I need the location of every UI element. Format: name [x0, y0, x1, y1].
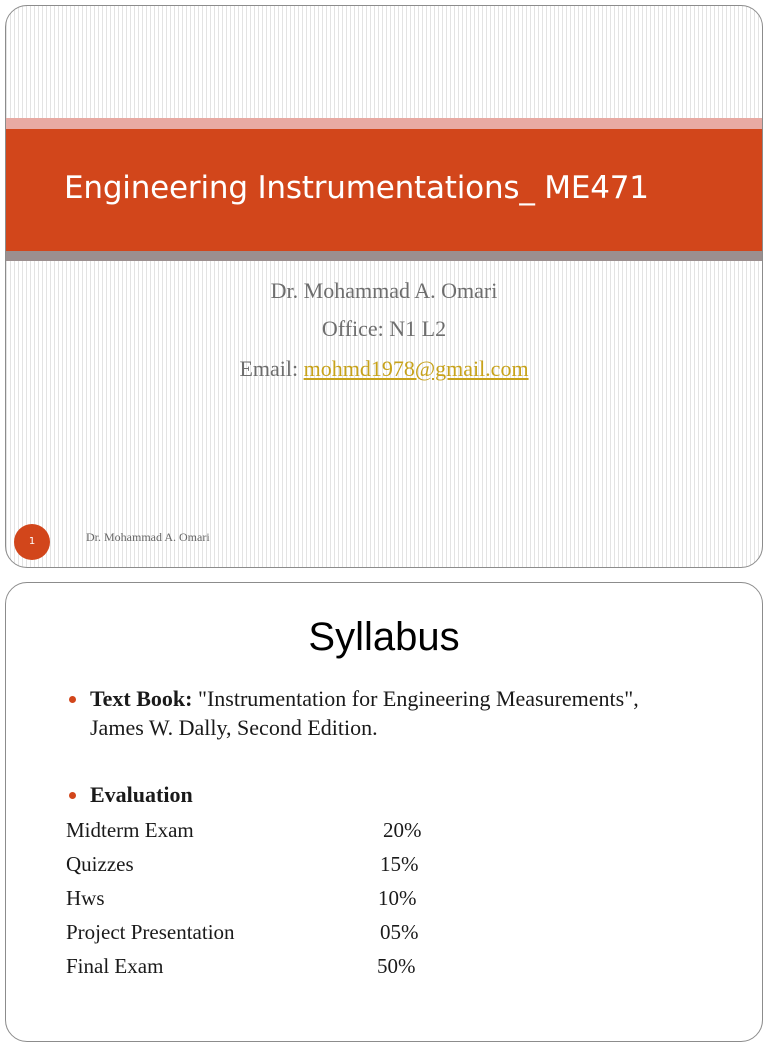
- textbook-line-1: [90, 686, 639, 712]
- slide-footer: Dr. Mohammad A. Omari: [86, 530, 210, 544]
- evaluation-weight: 05%: [380, 920, 419, 944]
- bullet-icon: [69, 696, 76, 703]
- title-bottom-strip: [6, 251, 762, 261]
- evaluation-item: Hws: [66, 886, 105, 910]
- syllabus-slide: [5, 582, 763, 1042]
- evaluation-weight: 50%: [377, 954, 416, 978]
- slide-number-badge: 1: [14, 524, 50, 560]
- slide-title: Engineering Instrumentations_ ME471: [64, 170, 649, 206]
- bullet-icon: [69, 792, 76, 799]
- title-top-strip: [6, 118, 762, 129]
- evaluation-item: Quizzes: [66, 852, 134, 876]
- evaluation-weight: 10%: [378, 886, 417, 910]
- textbook-label: Text Book:: [90, 686, 193, 711]
- evaluation-label: Evaluation: [90, 782, 193, 807]
- textbook-line-2: James W. Dally, Second Edition.: [90, 715, 378, 740]
- office-info: Office: N1 L2: [321, 316, 447, 341]
- instructor-name: Dr. Mohammad A. Omari: [270, 278, 498, 303]
- email-line: [6, 356, 762, 382]
- evaluation-weight: 15%: [380, 852, 419, 876]
- evaluation-item: Final Exam: [66, 954, 164, 978]
- evaluation-weight: 20%: [383, 818, 422, 842]
- evaluation-item: Project Presentation: [66, 920, 235, 944]
- evaluation-item: Midterm Exam: [66, 818, 194, 842]
- email-link[interactable]: mohmd1978@gmail.com: [303, 356, 529, 381]
- syllabus-title: Syllabus: [308, 615, 460, 659]
- title-slide: [5, 5, 763, 568]
- email-label: Email:: [239, 356, 304, 381]
- textbook-title: "Instrumentation for Engineering Measurements",: [192, 686, 639, 711]
